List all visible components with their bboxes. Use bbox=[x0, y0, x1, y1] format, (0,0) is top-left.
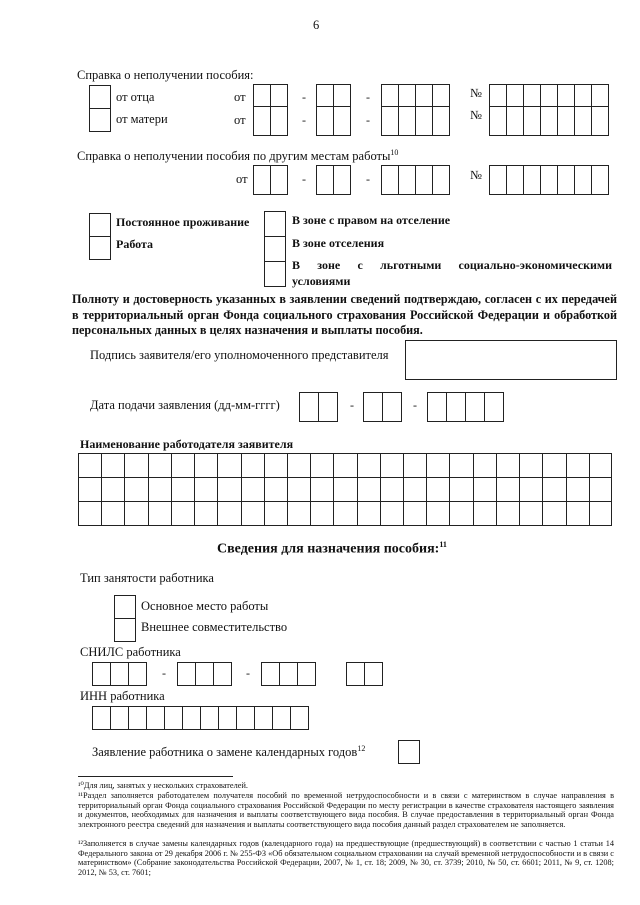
footnote-12: ¹²Заполняется в случае замены календарных годов (календарного года) на предшествующие (предшествующий) в соответствии с частью 1 статьи 14 Федерального закона от 29 декабря 2006 г. № 255-ФЗ «Об обязательном социальном страховании на случай временной нетрудоспособности и в связи с материнством» (Собрание законодательства Российской Федерации, 2007, № 1, ст. 18; 2009, № 30, ст. 3739; 2010, № 50, ст. 6601; 2011, № 9, ст. 1208; 2012, № 53, ст. 7601; bbox=[78, 839, 614, 877]
zone-resettlement-right-label: В зоне с правом на отселение bbox=[292, 213, 451, 227]
from-label: от bbox=[234, 113, 246, 127]
external-job-checkbox[interactable] bbox=[114, 618, 136, 642]
work-checkbox[interactable] bbox=[89, 236, 111, 260]
dash: - bbox=[413, 398, 417, 412]
application-year-input[interactable] bbox=[427, 392, 503, 422]
other-month-input[interactable] bbox=[316, 165, 350, 195]
snils-label: СНИЛС работника bbox=[80, 645, 181, 659]
snils-part3-input[interactable] bbox=[261, 662, 315, 686]
employer-grid-lines bbox=[78, 453, 612, 526]
footnote-11: ¹¹Раздел заполняется работодателем получателя пособий по временной нетрудоспособности и в связи с материнством в случае направления в территориальный орган Фонда социального страхования Российской Федерации по месту регистрации в качестве страхователя настоящего заявления и документов, необходимых для назначения и выплаты соответствующего вида пособия. В случае предоставления в территориальный орган Фонда электронного реестра сведений для назначения и выплаты соответствующего вида пособия данный раздел страхователем не заполняется. bbox=[78, 791, 614, 829]
replacement-checkbox[interactable] bbox=[398, 740, 420, 764]
dash: - bbox=[366, 172, 370, 186]
employer-label: Наименование работодателя заявителя bbox=[80, 437, 294, 451]
snils-part1-input[interactable] bbox=[92, 662, 146, 686]
main-job-label: Основное место работы bbox=[141, 599, 269, 613]
mother-month-input[interactable] bbox=[316, 106, 350, 136]
mother-year-input[interactable] bbox=[381, 106, 449, 136]
dash: - bbox=[366, 90, 370, 104]
main-job-checkbox[interactable] bbox=[114, 595, 136, 619]
father-checkbox[interactable] bbox=[89, 85, 111, 109]
snils-part2-input[interactable] bbox=[177, 662, 231, 686]
zone-checkboxes bbox=[264, 211, 286, 286]
application-month-input[interactable] bbox=[363, 392, 401, 422]
footnote-10: ¹⁰Для лиц, занятых у нескольких страхователей. bbox=[78, 781, 248, 790]
zone-resettlement-checkbox[interactable] bbox=[264, 236, 286, 262]
signature-label: Подпись заявителя/его уполномоченного представителя bbox=[90, 348, 389, 362]
from-label: от bbox=[234, 90, 246, 104]
cert-parents-title: Справка о неполучении пособия: bbox=[77, 68, 254, 82]
employment-checkboxes bbox=[114, 595, 136, 641]
cert-other-title: Справка о неполучении пособия по другим местам работы$^{10}$ bbox=[77, 148, 399, 164]
mother-checkbox[interactable] bbox=[89, 108, 111, 132]
replacement-label: Заявление работника о замене календарных годов$^{12}$ bbox=[92, 744, 366, 760]
parent-checkboxes bbox=[89, 85, 111, 131]
employer-name-grid[interactable] bbox=[78, 453, 612, 531]
footnote-ref-10: 10 bbox=[390, 148, 399, 157]
section-title: Сведения для назначения пособия:$^{11}$ bbox=[217, 540, 447, 557]
zone-resettlement-label: В зоне отселения bbox=[292, 236, 385, 250]
employment-type-label: Тип занятости работника bbox=[80, 571, 214, 585]
application-day-input[interactable] bbox=[299, 392, 337, 422]
from-father-label: от отца bbox=[116, 90, 155, 104]
zone-resettlement-right-checkbox[interactable] bbox=[264, 211, 286, 237]
mother-day-input[interactable] bbox=[253, 106, 287, 136]
number-sign: № bbox=[470, 108, 482, 122]
confirmation-text: Полноту и достоверность указанных в заявлении сведений подтверждаю, согласен с их передачей в территориальный орган Фонда социального страхования Российской Федерации и обработкой персональных данных в целях назначения и выплаты пособия. bbox=[72, 292, 617, 337]
from-mother-label: от матери bbox=[116, 112, 168, 126]
zone-preferential-checkbox[interactable] bbox=[264, 261, 286, 287]
dash: - bbox=[302, 90, 306, 104]
dash: - bbox=[162, 666, 166, 680]
permanent-residence-label: Постоянное проживание bbox=[116, 215, 250, 229]
dash: - bbox=[302, 113, 306, 127]
footnote-ref-11: 11 bbox=[439, 540, 447, 549]
mother-number-input[interactable] bbox=[489, 106, 608, 136]
other-year-input[interactable] bbox=[381, 165, 449, 195]
date-label: Дата подачи заявления (дд-мм-гггг) bbox=[90, 398, 280, 412]
external-job-label: Внешнее совместительство bbox=[141, 620, 288, 634]
dash: - bbox=[350, 398, 354, 412]
inn-label: ИНН работника bbox=[80, 689, 165, 703]
number-sign: № bbox=[470, 86, 482, 100]
other-day-input[interactable] bbox=[253, 165, 287, 195]
footnote-ref-12: 12 bbox=[357, 744, 366, 753]
page-number: 6 bbox=[313, 18, 320, 32]
snils-checksum-input[interactable] bbox=[346, 662, 382, 686]
zone-preferential-label: В зоне с льготными социально-экономическими условиями bbox=[292, 258, 612, 288]
work-label: Работа bbox=[116, 237, 154, 251]
signature-field[interactable] bbox=[405, 340, 617, 380]
residence-checkboxes bbox=[89, 213, 111, 259]
other-number-input[interactable] bbox=[489, 165, 608, 195]
number-sign: № bbox=[470, 168, 482, 182]
footnote-divider bbox=[78, 776, 233, 777]
dash: - bbox=[246, 666, 250, 680]
from-label: от bbox=[236, 172, 248, 186]
inn-input[interactable] bbox=[92, 706, 308, 730]
permanent-residence-checkbox[interactable] bbox=[89, 213, 111, 237]
dash: - bbox=[302, 172, 306, 186]
dash: - bbox=[366, 113, 370, 127]
